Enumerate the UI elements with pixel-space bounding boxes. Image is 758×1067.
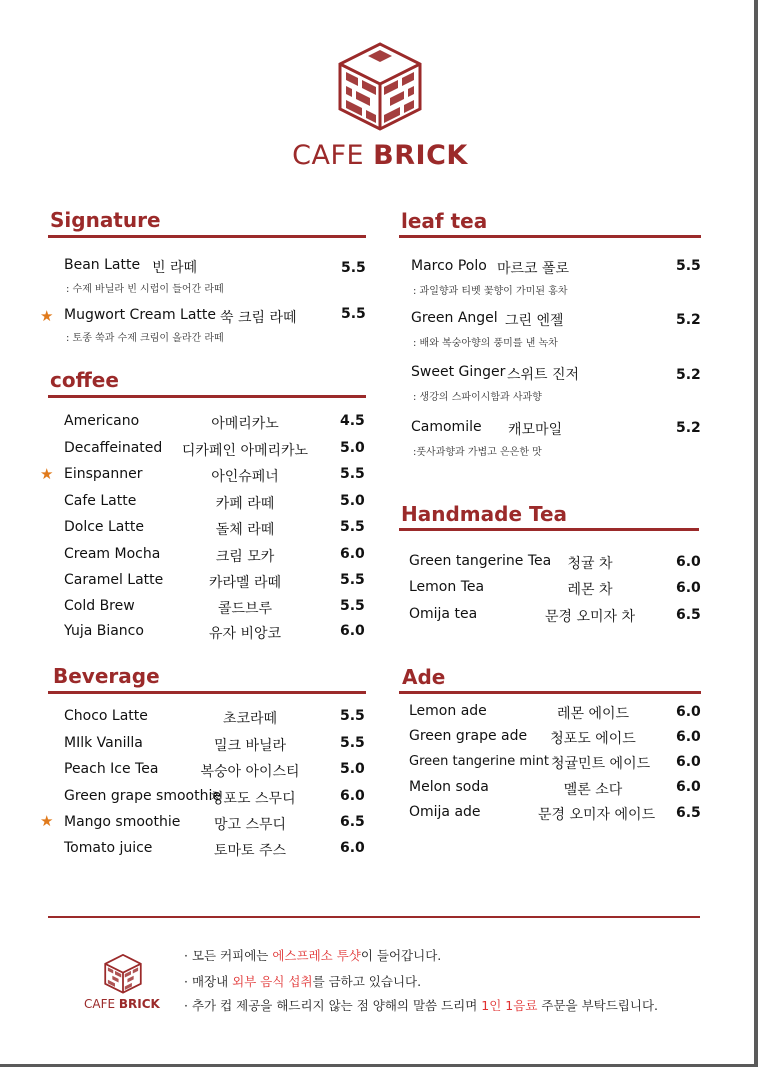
leaftea-item-name: Camomile (411, 419, 482, 435)
coffee-item-kr: 디카페인 아메리카노 (181, 443, 309, 459)
handmade-item-price: 6.0 (676, 580, 701, 596)
coffee-item-price: 5.0 (340, 440, 365, 456)
beverage-item-kr: 토마토 주스 (213, 843, 287, 859)
leaftea-item-kr: 그린 엔젤 (505, 313, 564, 329)
coffee-item-name: Decaffeinated (64, 440, 163, 456)
signature-item-desc: : 수제 바닐라 빈 시럽이 들어간 라떼 (66, 284, 224, 295)
ade-title: Ade (402, 665, 446, 689)
signature-item-name: Bean Latte (64, 257, 141, 273)
handmade-rule (399, 528, 699, 531)
beverage-item-price: 6.0 (340, 788, 365, 804)
handmade-item-name: Lemon Tea (409, 579, 485, 595)
leaftea-item-name: Sweet Ginger (411, 364, 506, 380)
beverage-item-name: Choco Latte (64, 708, 148, 724)
beverage-item-name: Mango smoothie (64, 814, 181, 830)
star-icon: ★ (40, 465, 54, 483)
coffee-item-price: 5.5 (340, 519, 365, 535)
leaftea-item-price: 5.5 (676, 258, 701, 274)
leaftea-item-desc: : 배와 복숭아향의 풍미를 낸 녹차 (413, 338, 558, 349)
beverage-title: Beverage (53, 664, 160, 688)
ade-item-kr: 청귤민트 에이드 (551, 756, 651, 772)
footer-rule (48, 916, 700, 918)
coffee-item-price: 5.0 (340, 493, 365, 509)
coffee-item-name: Yuja Bianco (64, 623, 144, 639)
leaftea-item-price: 5.2 (676, 420, 701, 436)
beverage-item-kr: 망고 스무디 (213, 817, 287, 833)
footer-note: · 매장내 외부 음식 섭취를 금하고 있습니다. (184, 974, 422, 989)
handmade-item-price: 6.0 (676, 554, 701, 570)
leaftea-item-desc: :풋사과향과 가볍고 은은한 맛 (413, 447, 542, 458)
ade-item-name: Omija ade (409, 804, 481, 820)
leaftea-item-kr: 마르코 폴로 (497, 261, 570, 277)
ade-item-price: 6.0 (676, 779, 701, 795)
coffee-item-kr: 카페 라떼 (215, 496, 275, 512)
star-icon: ★ (40, 307, 54, 325)
handmade-item-name: Green tangerine Tea (409, 553, 552, 569)
leaftea-item-kr: 캐모마일 (508, 422, 563, 438)
ade-rule (399, 691, 701, 694)
leaftea-item-desc: : 과일향과 티벳 꽃향이 가미된 홍차 (413, 286, 568, 297)
beverage-item-price: 5.5 (340, 735, 365, 751)
handmade-item-price: 6.5 (676, 607, 701, 623)
ade-item-name: Green grape ade (409, 728, 528, 744)
beverage-item-price: 5.5 (340, 708, 365, 724)
beverage-item-kr: 밀크 바닐라 (213, 738, 287, 754)
star-icon: ★ (40, 812, 54, 830)
leaftea-item-price: 5.2 (676, 312, 701, 328)
ade-item-name: Melon soda (409, 779, 489, 795)
signature-title: Signature (50, 208, 161, 232)
ade-item-kr: 문경 오미자 에이드 (538, 807, 656, 823)
coffee-item-price: 5.5 (340, 466, 365, 482)
beverage-item-price: 6.0 (340, 840, 365, 856)
ade-item-price: 6.0 (676, 729, 701, 745)
leaftea-item-name: Marco Polo (411, 258, 487, 274)
handmade-item-kr: 청귤 차 (567, 556, 613, 572)
coffee-item-price: 6.0 (340, 546, 365, 562)
coffee-item-price: 5.5 (340, 572, 365, 588)
coffee-item-price: 5.5 (340, 598, 365, 614)
beverage-item-kr: 복숭아 아이스티 (200, 764, 300, 780)
footer-note: · 모든 커피에는 에스프레소 투샷이 들어갑니다. (184, 948, 442, 963)
coffee-item-kr: 콜드브루 (217, 601, 273, 617)
leaftea-item-desc: : 생강의 스파이시함과 사과향 (413, 392, 542, 403)
ade-item-price: 6.0 (676, 704, 701, 720)
coffee-item-kr: 크림 모카 (215, 549, 275, 565)
ade-item-kr: 멜론 소다 (563, 782, 623, 798)
coffee-item-name: Cream Mocha (64, 546, 161, 562)
coffee-item-kr: 카라멜 라떼 (208, 575, 282, 591)
leaftea-item-kr: 스위트 진저 (507, 367, 580, 383)
coffee-item-name: Caramel Latte (64, 572, 164, 588)
coffee-item-kr: 돌체 라떼 (215, 522, 275, 538)
beverage-item-name: Peach Ice Tea (64, 761, 159, 777)
footer-note: · 추가 컵 제공을 해드리지 않는 점 양해의 말씀 드리며 1인 1음료 주문을 부탁드립니다. (184, 998, 659, 1013)
coffee-item-name: Dolce Latte (64, 519, 144, 535)
coffee-item-name: Cafe Latte (64, 493, 137, 509)
signature-item-desc: : 토종 쑥과 수제 크림이 올라간 라떼 (66, 333, 224, 344)
signature-item-kr: 쑥 크림 라떼 (220, 310, 297, 326)
coffee-item-kr: 아인슈페너 (211, 469, 279, 485)
ade-item-kr: 레몬 에이드 (556, 706, 630, 722)
beverage-item-name: MIlk Vanilla (64, 735, 143, 751)
coffee-item-kr: 아메리카노 (211, 416, 279, 432)
coffee-item-name: Americano (64, 413, 140, 429)
signature-item-name: Mugwort Cream Latte (64, 307, 217, 323)
signature-item-price: 5.5 (341, 260, 366, 276)
leaftea-item-price: 5.2 (676, 367, 701, 383)
beverage-item-price: 6.5 (340, 814, 365, 830)
handmade-title: Handmade Tea (401, 502, 568, 526)
signature-item-kr: 빈 라떼 (152, 260, 198, 276)
beverage-rule (48, 691, 366, 694)
beverage-item-price: 5.0 (340, 761, 365, 777)
ade-item-price: 6.0 (676, 754, 701, 770)
beverage-item-kr: 청포도 스무디 (210, 791, 296, 807)
ade-item-kr: 청포도 에이드 (550, 731, 636, 747)
coffee-item-price: 6.0 (340, 623, 365, 639)
coffee-rule (48, 395, 366, 398)
ade-item-name: Green tangerine mint (409, 754, 549, 769)
signature-rule (48, 235, 366, 238)
footer-brand: CAFE BRICK (84, 997, 160, 1011)
leaftea-item-name: Green Angel (411, 310, 498, 326)
coffee-title: coffee (50, 368, 119, 392)
beverage-item-kr: 초코라떼 (222, 711, 278, 727)
ade-item-price: 6.5 (676, 805, 701, 821)
beverage-item-name: Tomato juice (64, 840, 153, 856)
coffee-item-name: Cold Brew (64, 598, 135, 614)
brick-cube-logo (338, 42, 422, 132)
coffee-item-name: Einspanner (64, 466, 143, 482)
coffee-item-price: 4.5 (340, 413, 365, 429)
beverage-item-name: Green grape smoothie (64, 788, 221, 804)
brand-name: CAFE BRICK (292, 140, 468, 171)
handmade-item-name: Omija tea (409, 606, 478, 622)
brick-cube-logo-small (104, 954, 142, 994)
leaftea-title: leaf tea (401, 209, 488, 233)
handmade-item-kr: 문경 오미자 차 (544, 609, 636, 625)
signature-item-price: 5.5 (341, 306, 366, 322)
leaftea-rule (399, 235, 701, 238)
handmade-item-kr: 레몬 차 (567, 582, 613, 598)
ade-item-name: Lemon ade (409, 703, 487, 719)
coffee-item-kr: 유자 비앙코 (208, 626, 282, 642)
